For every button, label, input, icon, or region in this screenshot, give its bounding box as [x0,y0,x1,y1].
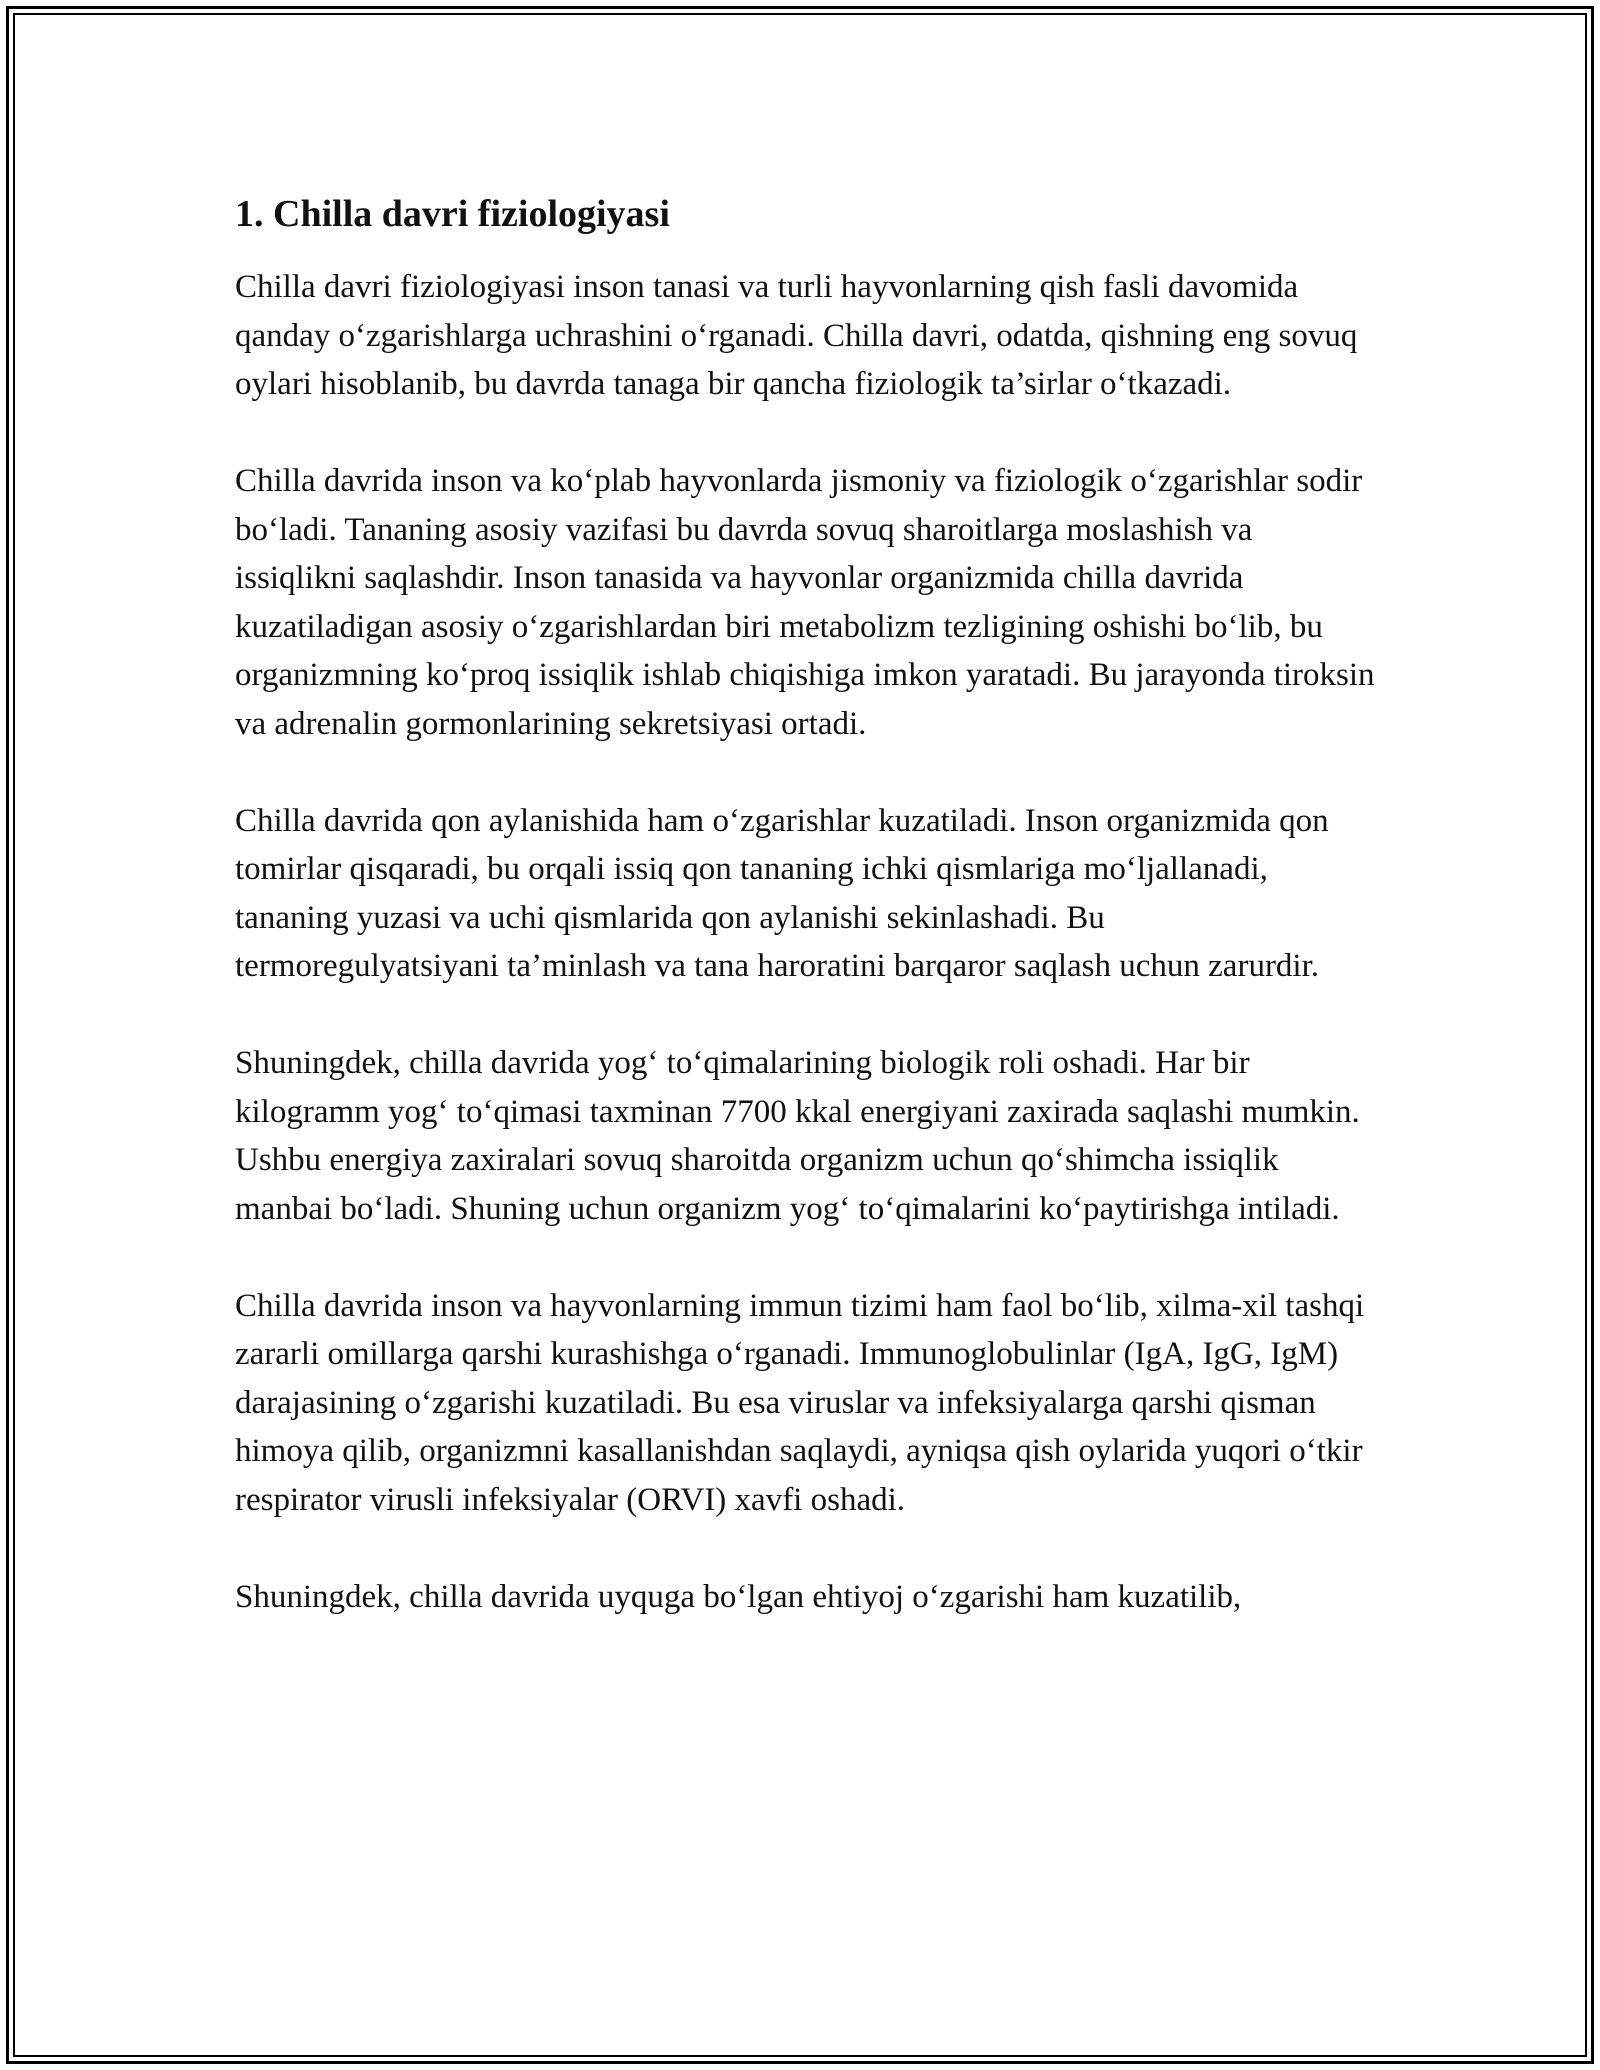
document-content [235,185,1375,1670]
paragraph-6: Shuningdek, chilla davrida uyquga bo‘lgan ehtiyoj o‘zgarishi ham kuzatilib, [235,1578,1242,1615]
paragraph-2: Chilla davrida inson va ko‘plab hayvonlarda jismoniy va fiziologik o‘zgarishlar sodir bo‘ladi. Tananing asosiy vazifasi bu davrda sovuq sharoitlarga moslashish va issiqlikni saqlashdir. Inson tanasida va hayvonlar organizmida chilla davrida kuzatiladigan asosiy o‘zgarishlardan biri metabolizm tezligining oshishi bo‘lib, bu organizmning ko‘proq issiqlik ishlab chiqishiga imkon yaratadi. Bu jarayonda tiroksin va adrenalin gormonlarining sekretsiyasi ortadi. [235,463,1375,742]
paragraph-5: Chilla davrida inson va hayvonlarning immun tizimi ham faol bo‘lib, xilma-xil tashqi zararli omillarga qarshi kurashishga o‘rganadi. Immunoglobulinlar (IgA, IgG, IgM) darajasining o‘zgarishi kuzatiladi. Bu esa viruslar va infeksiyalarga qarshi qisman himoya qilib, organizmni kasallanishdan saqlaydi, ayniqsa qish oylarida yuqori o‘tkir respirator virusli infeksiyalar (ORVI) xavfi oshadi. [235,1287,1365,1518]
section-heading: 1. Chilla davri fiziologiyasi [235,193,670,235]
paragraph-1: Chilla davri fiziologiyasi inson tanasi va turli hayvonlarning qish fasli davomida qanday o‘zgarishlarga uchrashini o‘rganadi. Chilla davri, odatda, qishning eng sovuq oylari hisoblanib, bu davrda tanaga bir qancha fiziologik ta’sirlar o‘tkazadi. [235,269,1358,402]
paragraph-3: Chilla davrida qon aylanishida ham o‘zgarishlar kuzatiladi. Inson organizmida qon tomirlar qisqaradi, bu orqali issiq qon tananing ichki qismlariga mo‘ljallanadi, tananing yuzasi va uchi qismlarida qon aylanishi sekinlashadi. Bu termoregulyatsiyani ta’minlash va tana haroratini barqaror saqlash uchun zarurdir. [235,802,1329,984]
paragraph-4: Shuningdek, chilla davrida yog‘ to‘qimalarining biologik roli oshadi. Har bir kilogramm yog‘ to‘qimasi taxminan 7700 kkal energiyani zaxirada saqlashi mumkin. Ushbu energiya zaxiralari sovuq sharoitda organizm uchun qo‘shimcha issiqlik manbai bo‘ladi. Shuning uchun organizm yog‘ to‘qimalarini ko‘paytirishga intiladi. [235,1045,1360,1227]
